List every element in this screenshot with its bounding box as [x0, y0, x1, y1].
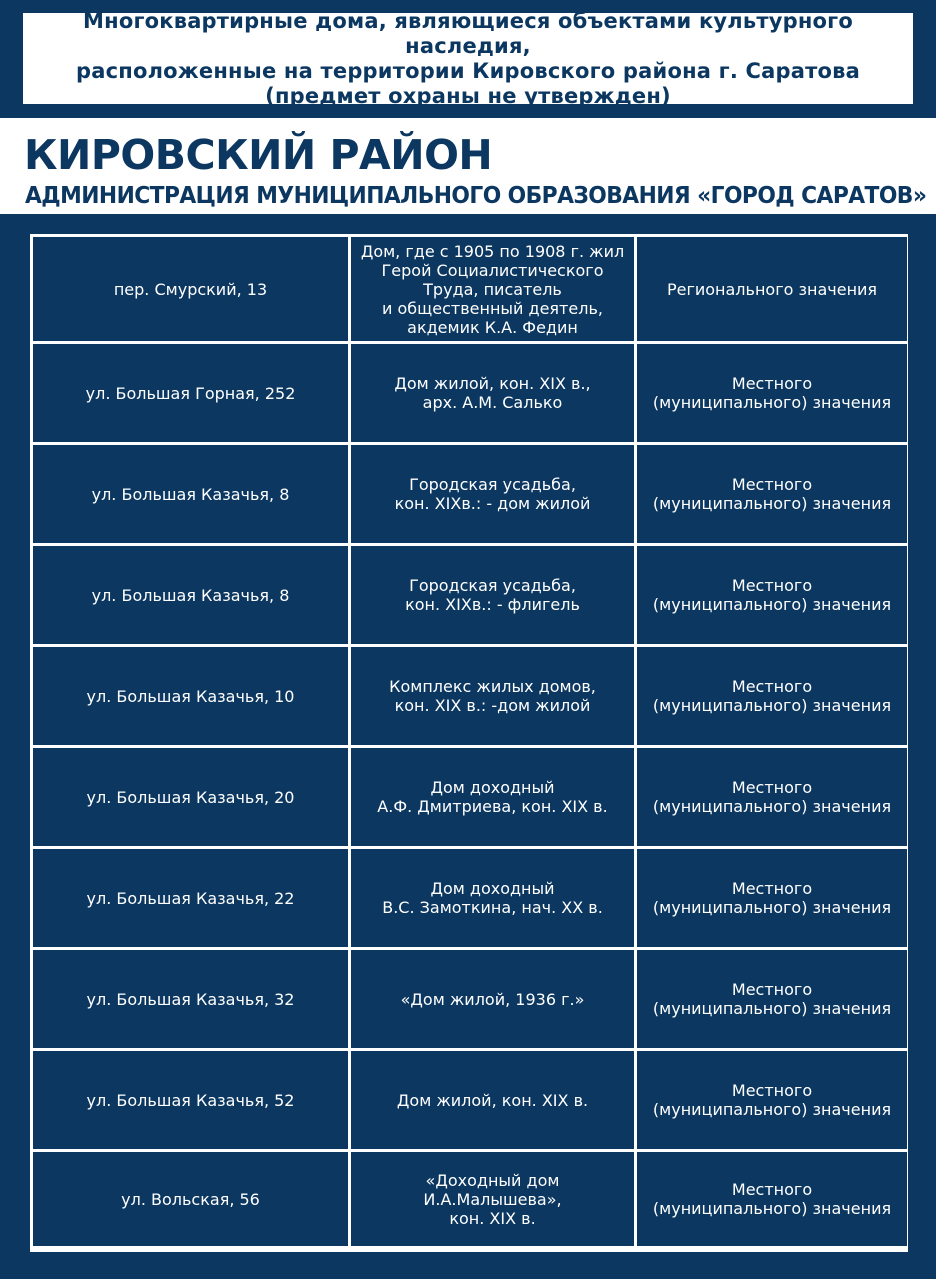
header-box: [23, 8, 913, 108]
category-cell: Местного (муниципального) значения: [637, 950, 907, 1048]
address-cell: ул. Большая Казачья, 32: [33, 950, 348, 1048]
object-cell: Городская усадьба, кон. XIXв.: - флигель: [351, 546, 634, 644]
category-cell: Регионального значения: [637, 237, 907, 341]
category-cell: Местного (муниципального) значения: [637, 849, 907, 947]
category-cell: Местного (муниципального) значения: [637, 344, 907, 442]
address-cell: ул. Большая Казачья, 10: [33, 647, 348, 745]
category-cell: Местного (муниципального) значения: [637, 1051, 907, 1149]
object-cell: Дом жилой, кон. XIX в.: [351, 1051, 634, 1149]
category-cell: Местного (муниципального) значения: [637, 748, 907, 846]
address-cell: ул. Большая Казачья, 8: [33, 445, 348, 543]
object-cell: Дом доходный В.С. Замоткина, нач. XX в.: [351, 849, 634, 947]
object-cell: Дом, где с 1905 по 1908 г. жил Герой Социалистического Труда, писатель и общественный деятель, акдемик К.А. Федин: [351, 237, 634, 341]
address-cell: ул. Вольская, 56: [33, 1152, 348, 1246]
object-cell: «Доходный дом И.А.Малышева», кон. XIX в.: [351, 1152, 634, 1246]
address-cell: ул. Большая Казачья, 22: [33, 849, 348, 947]
object-cell: Дом жилой, кон. XIX в., арх. А.М. Салько: [351, 344, 634, 442]
admin-title: АДМИНИСТРАЦИЯ МУНИЦИПАЛЬНОГО ОБРАЗОВАНИЯ «ГОРОД САРАТОВ»: [25, 183, 927, 209]
object-cell: Городская усадьба, кон. XIXв.: - дом жилой: [351, 445, 634, 543]
header-line-2: расположенные на территории Кировского района г. Саратова: [76, 58, 860, 83]
district-title: КИРОВСКИЙ РАЙОН: [24, 131, 493, 179]
object-cell: «Дом жилой, 1936 г.»: [351, 950, 634, 1048]
address-cell: ул. Большая Казачья, 52: [33, 1051, 348, 1149]
heritage-table: [30, 234, 908, 1252]
header-text: [23, 9, 913, 109]
category-cell: Местного (муниципального) значения: [637, 445, 907, 543]
address-cell: ул. Большая Казачья, 8: [33, 546, 348, 644]
header-line-3: (предмет охраны не утвержден): [265, 83, 671, 108]
address-cell: ул. Большая Горная, 252: [33, 344, 348, 442]
object-cell: Дом доходный А.Ф. Дмитриева, кон. XIX в.: [351, 748, 634, 846]
category-cell: Местного (муниципального) значения: [637, 647, 907, 745]
address-cell: пер. Смурский, 13: [33, 237, 348, 341]
category-cell: Местного (муниципального) значения: [637, 546, 907, 644]
category-cell: Местного (муниципального) значения: [637, 1152, 907, 1246]
object-cell: Комплекс жилых домов, кон. XIX в.: -дом жилой: [351, 647, 634, 745]
header-line-1: Многоквартирные дома, являющиеся объектами культурного наследия,: [83, 8, 853, 58]
address-cell: ул. Большая Казачья, 20: [33, 748, 348, 846]
